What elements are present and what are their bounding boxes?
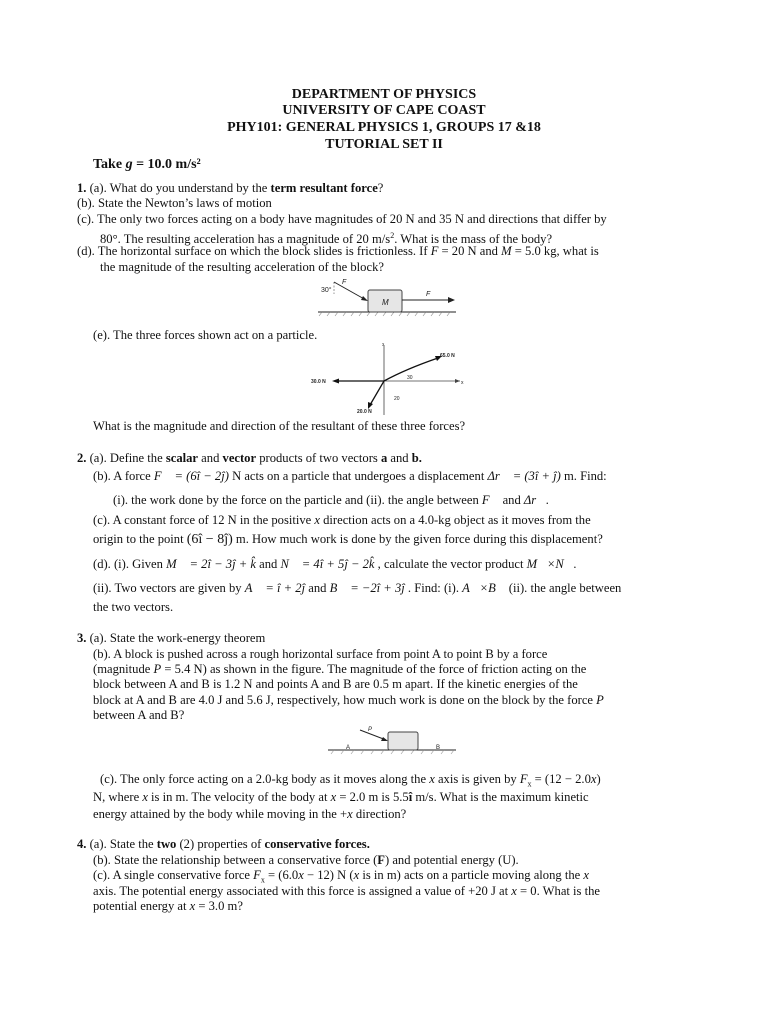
take-g-line: Take g = 10.0 m/s² — [93, 157, 201, 172]
q3-c-line1: (c). The only force acting on a 2.0-kg body as it moves along the x axis is given by $F_x = (12 - 2.0x)$ — [100, 772, 601, 789]
push-force-label: F — [426, 291, 431, 298]
pushed-block-diagram — [326, 724, 458, 758]
q1-e: (e). The three forces shown act on a particle. — [93, 328, 318, 342]
q2-e-line2: the two vectors. — [93, 600, 174, 614]
q2-c-line1: (c). A constant force of 12 N in the positive x direction acts on a 4.0-kg object as it moves from the — [93, 513, 591, 527]
q3-a: 3. (a). State the work-energy theorem — [77, 631, 266, 645]
angle-label: 30° — [321, 287, 332, 294]
q2-b-line2: (i). the work done by the force on the particle and (ii). the angle between F⃗ and Δr⃗. — [113, 493, 550, 507]
q3-b-line3: block between A and B is 1.2 N and points A and B are 0.5 m apart. If the kinetic energies of the — [93, 677, 578, 691]
q4-c-line2: axis. The potential energy associated with this force is assigned a value of +20 J at x = 0. What is the — [93, 884, 600, 898]
block-force-diagram — [316, 278, 458, 320]
q4-c-line3: potential energy at x = 3.0 m? — [93, 899, 243, 913]
q3-b-line2: (magnitude P = 5.4 N) as shown in the figure. The magnitude of the force of friction acting on the — [93, 662, 587, 676]
x-axis-label: x — [461, 380, 464, 386]
q2-a: 2. (a). Define the scalar and vector products of two vectors a and b. — [77, 451, 422, 465]
force-20-label: 20.0 N — [357, 409, 372, 415]
q2-c-line2: origin to the point (6î − 8ĵ) m. How much work is done by the given force during this displacement? — [93, 532, 603, 547]
point-b-label: B — [436, 745, 441, 751]
angle-20-label: 20 — [394, 396, 400, 402]
q3-b-line4: block at A and B are 4.0 J and 5.6 J, respectively, how much work is done on the block by the force P — [93, 693, 604, 707]
q1-a: 1. (a). What do you understand by the term resultant force? — [77, 181, 384, 195]
angle-30-label: 30 — [407, 375, 413, 381]
q4-a: 4. (a). State the two (2) properties of conservative forces. — [77, 837, 370, 851]
q2-e-line1: (ii). Two vectors are given by A⃗ = î + 2ĵ and B⃗ = −2î + 3ĵ . Find: (i). A⃗×B⃗ (ii). the angle between — [93, 581, 622, 595]
pushed-block — [388, 732, 418, 750]
q1-d-line2: the magnitude of the resulting acceleration of the block? — [100, 260, 384, 274]
pull-force-label: F — [342, 279, 347, 286]
q1-c-line1: (c). The only two forces acting on a body have magnitudes of 20 N and 35 N and directions that differ by — [77, 212, 607, 226]
q3-c-line3: energy attained by the body while moving in the +x direction? — [93, 807, 407, 821]
course-title: PHY101: GENERAL PHYSICS 1, GROUPS 17 &18 — [227, 120, 541, 135]
three-forces-diagram — [310, 343, 470, 417]
push-force-p-label: P — [368, 727, 373, 733]
q3-c-line2: N, where x is in m. The velocity of the body at x = 2.0 m is 5.5î m/s. What is the maximum kinetic — [93, 790, 589, 804]
force-65-label: 65.0 N — [440, 353, 455, 359]
block-force-figure — [316, 278, 458, 320]
tutorial-set-title: TUTORIAL SET II — [325, 137, 443, 152]
q1-e-question: What is the magnitude and direction of the resultant of these three forces? — [93, 419, 466, 433]
pushed-block-figure — [326, 724, 458, 758]
q4-c-line1: (c). A single conservative force $F_x = (6.0x - 12)$ N (x is in m) acts on a particle moving along the x — [93, 868, 589, 885]
q1-d-line1: (d). The horizontal surface on which the block slides is frictionless. If F = 20 N and M = 5.0 kg, what is — [77, 244, 599, 258]
q1-c-line2: 80°. The resulting acceleration has a magnitude of 20 $m/s^2$. What is the mass of the body? — [100, 231, 553, 247]
force-30-label: 30.0 N — [311, 379, 326, 385]
three-forces-figure — [310, 343, 470, 417]
q1-b: (b). State the Newton’s laws of motion — [77, 196, 272, 210]
department-title: DEPARTMENT OF PHYSICS — [291, 87, 477, 102]
y-axis-label: y — [382, 343, 385, 347]
q3-b-line5: between A and B? — [93, 708, 185, 722]
mass-label: M — [382, 298, 389, 307]
university-title: UNIVERSITY OF CAPE COAST — [282, 103, 486, 118]
point-a-label: A — [346, 745, 351, 751]
q2-b-line1: (b). A force F⃗ = (6î − 2ĵ) N acts on a particle that undergoes a displacement Δr⃗ = (3î + ĵ) m. Find: — [93, 469, 607, 483]
q4-b: (b). State the relationship between a conservative force (F) and potential energy (U). — [93, 853, 519, 867]
q3-b-line1: (b). A block is pushed across a rough horizontal surface from point A to point B by a force — [93, 647, 548, 661]
q2-d: (d). (i). Given M⃗ = 2î − 3ĵ + k̂ and N⃗ = 4î + 5ĵ − 2k̂ , calculate the vector product M⃗×N⃗. — [93, 557, 577, 571]
